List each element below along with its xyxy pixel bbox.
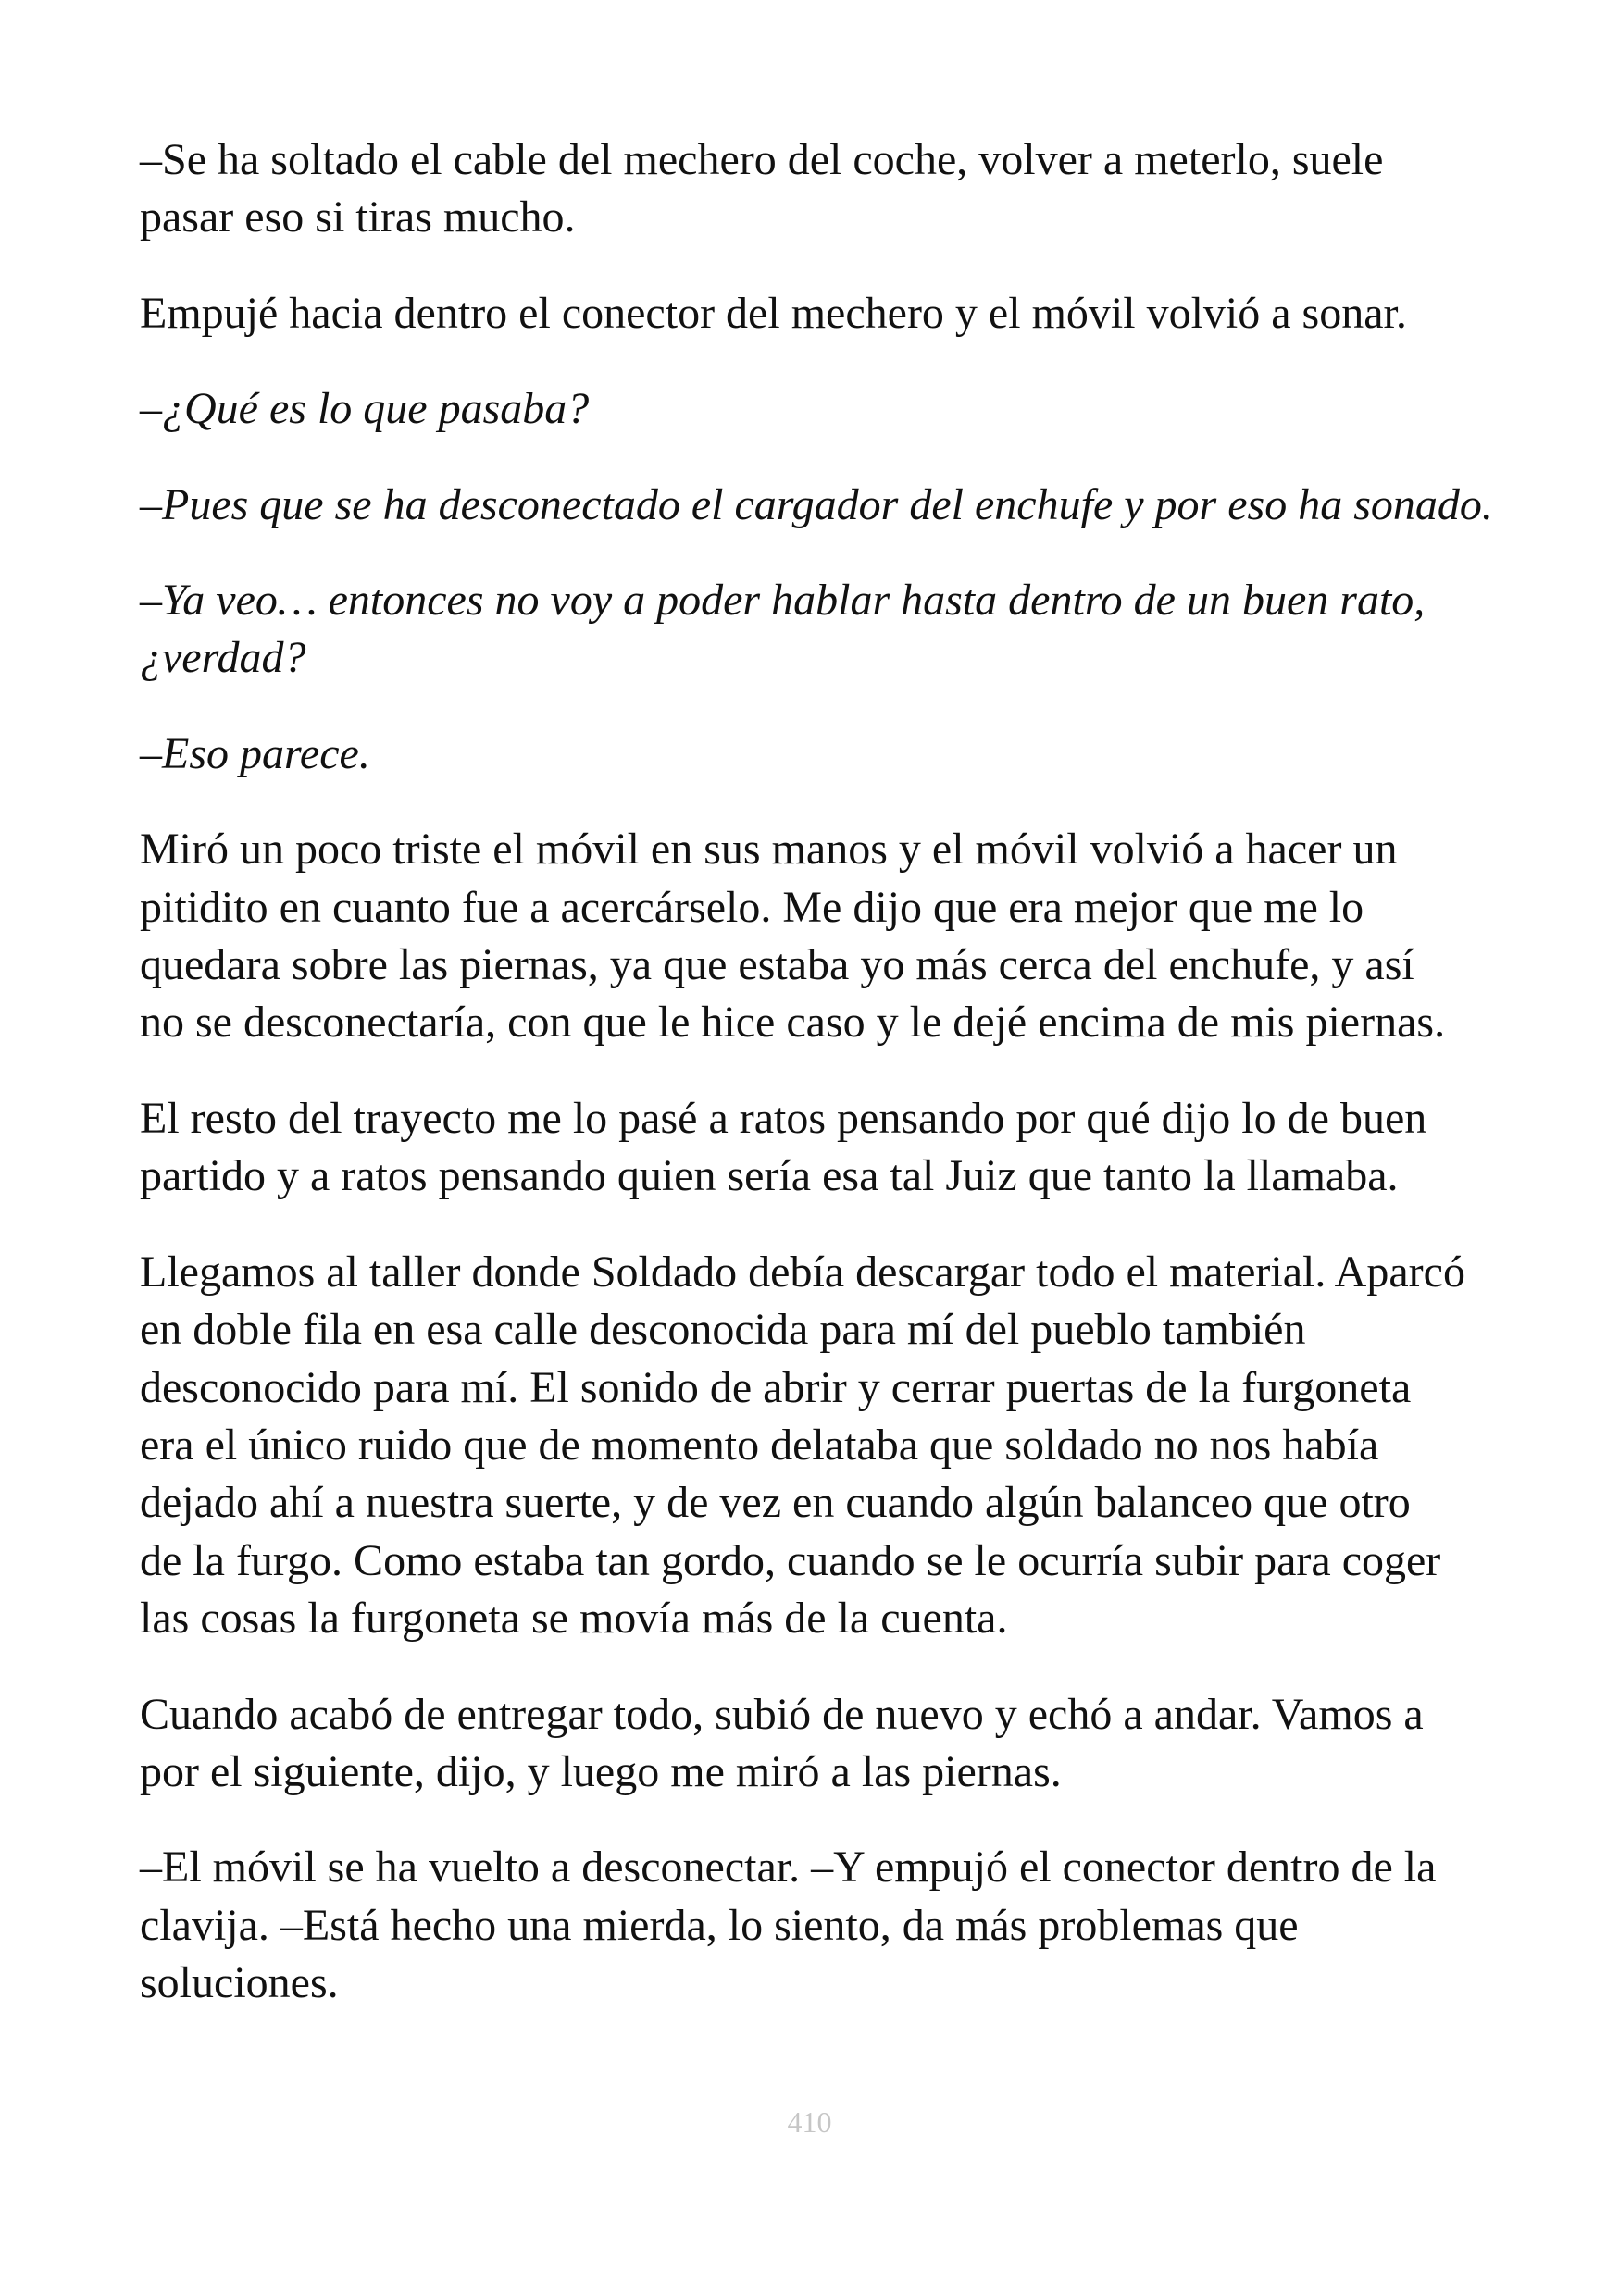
paragraph: [140, 1244, 1584, 1648]
paragraph: [140, 1090, 1584, 1206]
text-line: Cuando acabó de entregar todo, subió de nuevo y echó a andar. Vamos a: [140, 1689, 1424, 1739]
page-number: 410: [787, 2105, 832, 2139]
text-line: –¿Qué es lo que pasaba?: [140, 384, 590, 434]
text-line: ¿verdad?: [140, 633, 306, 683]
dialogue-paragraph: [140, 380, 1584, 438]
paragraph: [140, 1839, 1584, 2012]
dialogue-paragraph: [140, 477, 1584, 534]
paragraph: [140, 285, 1584, 342]
text-line: era el único ruido que de momento delataba que soldado no nos había: [140, 1420, 1379, 1470]
text-line: pasar eso si tiras mucho.: [140, 192, 576, 242]
paragraph: [140, 821, 1584, 1052]
text-line: clavija. –Está hecho una mierda, lo siento, da más problemas que: [140, 1900, 1299, 1950]
text-line: –El móvil se ha vuelto a desconectar. –Y empujó el conector dentro de la: [140, 1843, 1437, 1893]
text-line: las cosas la furgoneta se movía más de la cuenta.: [140, 1594, 1008, 1644]
text-line: –Eso parece.: [140, 728, 370, 778]
text-line: no se desconectaría, con que le hice caso y le dejé encima de mis piernas.: [140, 998, 1446, 1048]
paragraph: [140, 131, 1584, 247]
text-line: El resto del trayecto me lo pasé a ratos pensando por qué dijo lo de buen: [140, 1093, 1427, 1143]
text-line: –Se ha soltado el cable del mechero del coche, volver a meterlo, suele: [140, 135, 1384, 184]
text-line: Empujé hacia dentro el conector del mechero y el móvil volvió a sonar.: [140, 288, 1407, 338]
dialogue-paragraph: [140, 726, 1584, 783]
text-line: dejado ahí a nuestra suerte, y de vez en cuando algún balanceo que otro: [140, 1478, 1411, 1528]
text-line: –Pues que se ha desconectado el cargador del enchufe y por eso ha sonado.: [140, 479, 1493, 529]
text-line: desconocido para mí. El sonido de abrir y cerrar puertas de la furgoneta: [140, 1362, 1412, 1412]
text-line: quedara sobre las piernas, ya que estaba yo más cerca del enchufe, y así: [140, 940, 1414, 990]
paragraph: [140, 1686, 1584, 1802]
dialogue-paragraph: [140, 572, 1584, 688]
text-line: partido y a ratos pensando quien sería esa tal Juiz que tanto la llamaba.: [140, 1151, 1399, 1201]
text-line: en doble fila en esa calle desconocida para mí del pueblo también: [140, 1305, 1306, 1355]
text-line: Llegamos al taller donde Soldado debía descargar todo el material. Aparcó: [140, 1247, 1465, 1297]
text-line: por el siguiente, dijo, y luego me miró a las piernas.: [140, 1746, 1062, 1796]
text-line: pitidito en cuanto fue a acercárselo. Me dijo que era mejor que me lo: [140, 882, 1364, 932]
text-line: –Ya veo… entonces no voy a poder hablar hasta dentro de un buen rato,: [140, 576, 1426, 626]
text-line: soluciones.: [140, 1958, 339, 2008]
text-line: de la furgo. Como estaba tan gordo, cuando se le ocurría subir para coger: [140, 1535, 1441, 1585]
text-line: Miró un poco triste el móvil en sus manos y el móvil volvió a hacer un: [140, 825, 1398, 875]
page-body: [140, 131, 1584, 2051]
